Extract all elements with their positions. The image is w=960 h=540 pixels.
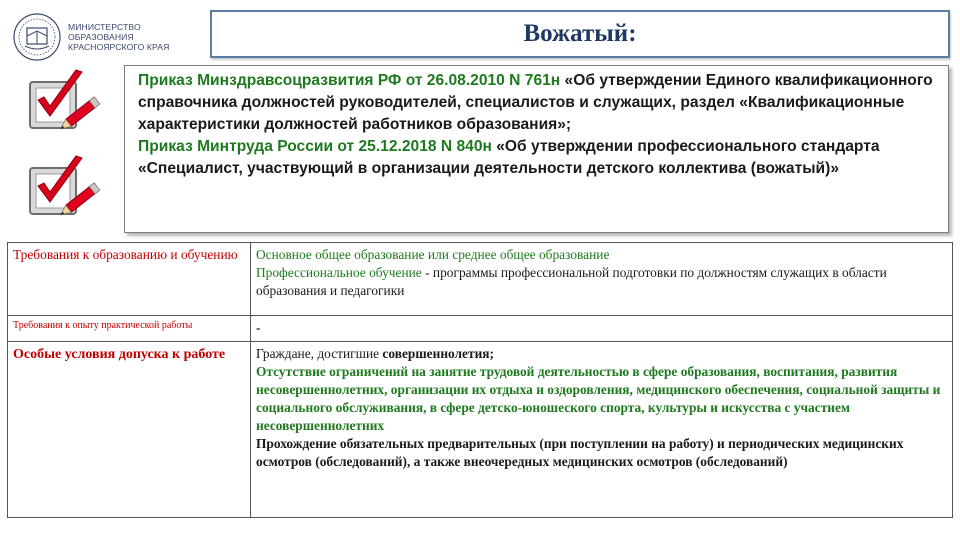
restrictions-paragraph: Отсутствие ограничений на занятие трудовой деятельностью в сфере образования, воспитания, развития несовершеннолетних, организации их отдыха и оздоровления, медицинского обеспечения, социальной защиты и социального обслуживания, в сфере детско-юношеского спорта, культуры и искусства с участием несовершеннолетних	[256, 364, 941, 433]
row-label: Требования к образованию и обучению	[8, 243, 251, 316]
requirements-table	[7, 242, 953, 518]
ministry-name-line2: ОБРАЗОВАНИЯ	[68, 32, 134, 42]
adult-line	[256, 345, 947, 363]
order-2	[138, 136, 938, 180]
order-1	[138, 70, 938, 136]
adult-plain: Граждане, достигшие	[256, 346, 383, 361]
ministry-name-line1: МИНИСТЕРСТВО	[68, 22, 141, 32]
slide-title-box	[210, 10, 950, 58]
table-row	[8, 243, 953, 316]
ministry-emblem-icon	[12, 12, 62, 62]
training-line	[256, 264, 947, 300]
order-1-ref: Приказ Минздравсоцразвития РФ от 26.08.2010 N 761н	[138, 72, 561, 89]
slide-title: Вожатый:	[523, 20, 637, 47]
orders-box	[124, 65, 949, 233]
adult-bold: совершеннолетия;	[382, 346, 494, 361]
medical-paragraph: Прохождение обязательных предварительных (при поступлении на работу) и периодических медицинских осмотров (обследований), а также внеочередных медицинских осмотров (обследований)	[256, 436, 904, 469]
row-label: Требования к опыту практической работы	[8, 316, 251, 342]
order-1-text: «Об утверждении Единого квалификационного справочника должностей руководителей, специалистов и служащих, раздел «Квалификационные характеристики должностей работников образования»;	[138, 72, 933, 133]
row-label: Особые условия допуска к работе	[8, 342, 251, 518]
ministry-name-line3: КРАСНОЯРСКОГО КРАЯ	[68, 42, 170, 52]
ministry-logo	[12, 12, 182, 60]
row-content: -	[251, 316, 953, 342]
checkbox-pencil-icon	[24, 150, 104, 228]
row-content	[251, 342, 953, 518]
ministry-name	[68, 22, 169, 52]
checkbox-pencil-icon	[24, 64, 104, 142]
training-desc: - программы профессиональной подготовки по должностям служащих в области образования и педагогики	[256, 265, 887, 298]
training-term: Профессиональное обучение	[256, 265, 422, 280]
order-2-text: «Об утверждении профессионального стандарта «Специалист, участвующий в организации деятельности детского коллектива (вожатый)»	[138, 138, 880, 177]
education-line: Основное общее образование или среднее общее образование	[256, 247, 610, 262]
table-row	[8, 342, 953, 518]
row-content	[251, 243, 953, 316]
table-row	[8, 316, 953, 342]
order-2-ref: Приказ Минтруда России от 25.12.2018 N 840н	[138, 138, 492, 155]
